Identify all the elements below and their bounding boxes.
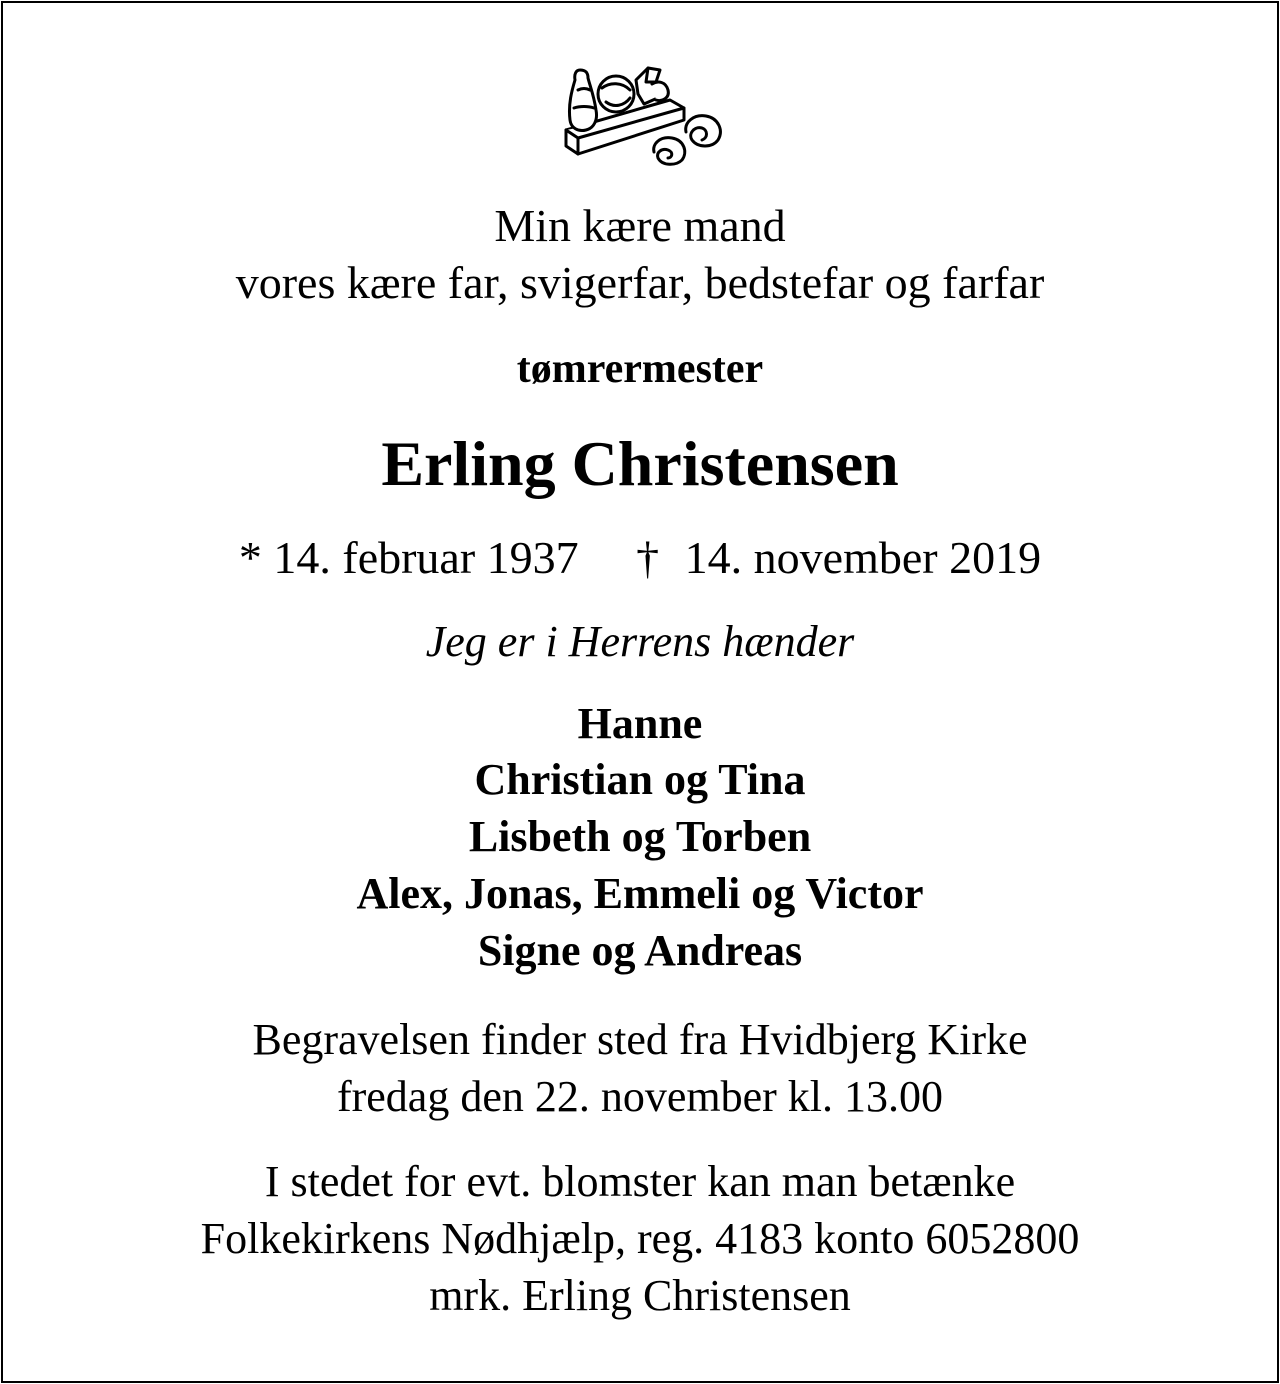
family-name: Christian og Tina — [474, 755, 806, 804]
family-name: Hanne — [577, 699, 703, 748]
intro-line-2: vores kære far, svigerfar, bedstefar og farfar — [235, 257, 1045, 308]
verse-line: Jeg er i Herrens hænder — [425, 617, 855, 666]
donation-line-1: I stedet for evt. blomster kan man betænke — [264, 1157, 1016, 1206]
funeral-line-1: Begravelsen finder sted fra Hvidbjerg Kirke — [252, 1015, 1028, 1064]
donation-line-2: Folkekirkens Nødhjælp, reg. 4183 konto 6052800 — [200, 1214, 1080, 1263]
family-name: Signe og Andreas — [477, 926, 803, 975]
death-symbol: † — [636, 532, 660, 583]
intro-line-1: Min kære mand — [494, 200, 786, 251]
funeral-line-2: fredag den 22. november kl. 13.00 — [336, 1072, 944, 1121]
family-name: Lisbeth og Torben — [468, 812, 812, 861]
life-dates — [0, 532, 1280, 583]
carpenter-tools-icon — [558, 60, 724, 170]
donation-line-3: mrk. Erling Christensen — [429, 1271, 851, 1320]
profession-title: tømrermester — [516, 346, 764, 392]
family-name: Alex, Jonas, Emmeli og Victor — [356, 869, 924, 918]
death-date: 14. november 2019 — [684, 532, 1042, 583]
deceased-name: Erling Christensen — [381, 428, 899, 499]
birth-symbol: * — [238, 532, 262, 583]
birth-date: 14. februar 1937 — [273, 532, 579, 583]
